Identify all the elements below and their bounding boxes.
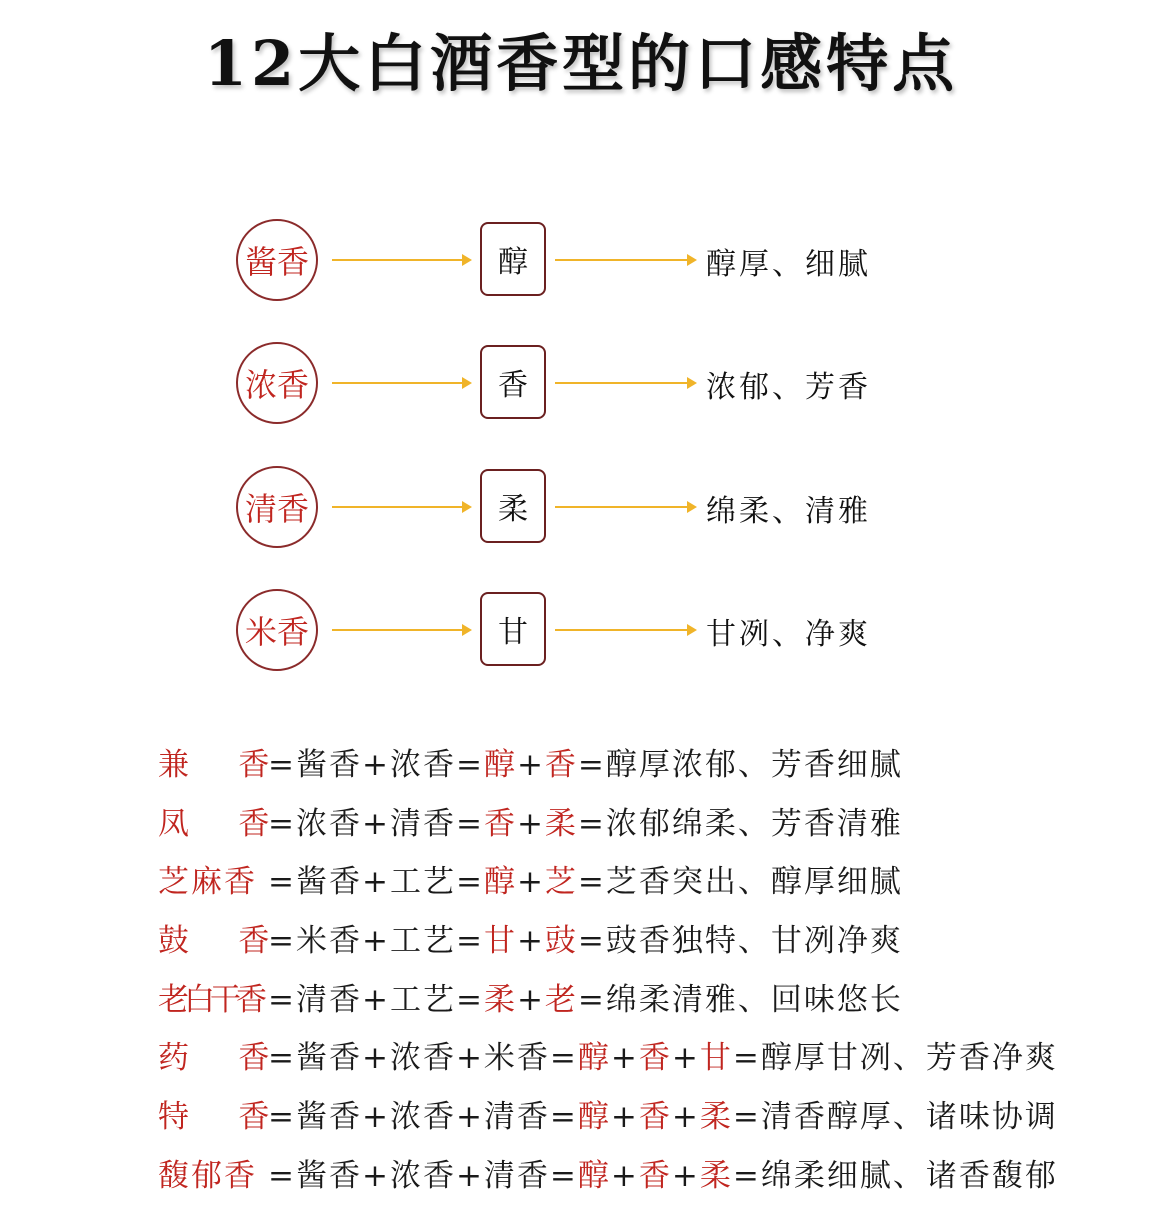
formula-line: 馥郁香 =酱香+浓香+清香=醇+香+柔=绵柔细腻、诸香馥郁 (158, 1151, 1058, 1210)
taste-description: 醇厚、细腻 (706, 247, 871, 282)
arrow-right-icon (555, 381, 697, 385)
aroma-name: 特 香 (158, 1099, 272, 1136)
aroma-name: 馥郁香 (158, 1157, 257, 1194)
aroma-circle: 酱香 (236, 219, 318, 301)
arrow-right-icon (332, 381, 472, 385)
taste-description: 浓郁、芳香 (706, 370, 871, 405)
diagram-row-jiang (0, 219, 1162, 309)
key-trait-box: 甘 (480, 592, 546, 666)
aroma-name: 芝麻香 (158, 864, 257, 901)
aroma-name: 老白干香 (158, 981, 262, 1018)
aroma-circle: 浓香 (236, 342, 318, 424)
taste-description: 甘冽、净爽 (706, 617, 871, 652)
key-trait-box: 柔 (480, 469, 546, 543)
taste-description: 绵柔、清雅 (706, 494, 871, 529)
arrow-right-icon (332, 628, 472, 632)
formula-line: 老白干香 =清香+工艺=柔+老=绵柔清雅、回味悠长 (158, 975, 1058, 1034)
aroma-name: 凤 香 (158, 805, 272, 842)
formula-line: 药 香=酱香+浓香+米香=醇+香+甘=醇厚甘冽、芳香净爽 (158, 1033, 1058, 1092)
formula-line: 鼓 香=米香+工艺=甘+豉=豉香独特、甘冽净爽 (158, 916, 1058, 975)
arrow-right-icon (332, 505, 472, 509)
aroma-circle: 清香 (236, 466, 318, 548)
aroma-circle: 米香 (236, 589, 318, 671)
arrow-right-icon (555, 258, 697, 262)
arrow-right-icon (555, 628, 697, 632)
formula-line: 凤 香=浓香+清香=香+柔=浓郁绵柔、芳香清雅 (158, 799, 1058, 858)
key-trait-box: 香 (480, 345, 546, 419)
arrow-right-icon (332, 258, 472, 262)
arrow-right-icon (555, 505, 697, 509)
formula-list (158, 740, 1058, 1210)
key-trait-box: 醇 (480, 222, 546, 296)
aroma-name: 鼓 香 (158, 923, 272, 960)
diagram-row-mi (0, 589, 1162, 679)
aroma-name: 药 香 (158, 1040, 272, 1077)
diagram-row-qing (0, 466, 1162, 556)
formula-line: 兼 香=酱香+浓香=醇+香=醇厚浓郁、芳香细腻 (158, 740, 1058, 799)
formula-line: 芝麻香 =酱香+工艺=醇+芝=芝香突出、醇厚细腻 (158, 857, 1058, 916)
formula-line: 特 香=酱香+浓香+清香=醇+香+柔=清香醇厚、诸味协调 (158, 1092, 1058, 1151)
diagram-row-nong (0, 342, 1162, 432)
aroma-name: 兼 香 (158, 747, 272, 783)
page-title: 12大白酒香型的口感特点 (203, 27, 959, 100)
